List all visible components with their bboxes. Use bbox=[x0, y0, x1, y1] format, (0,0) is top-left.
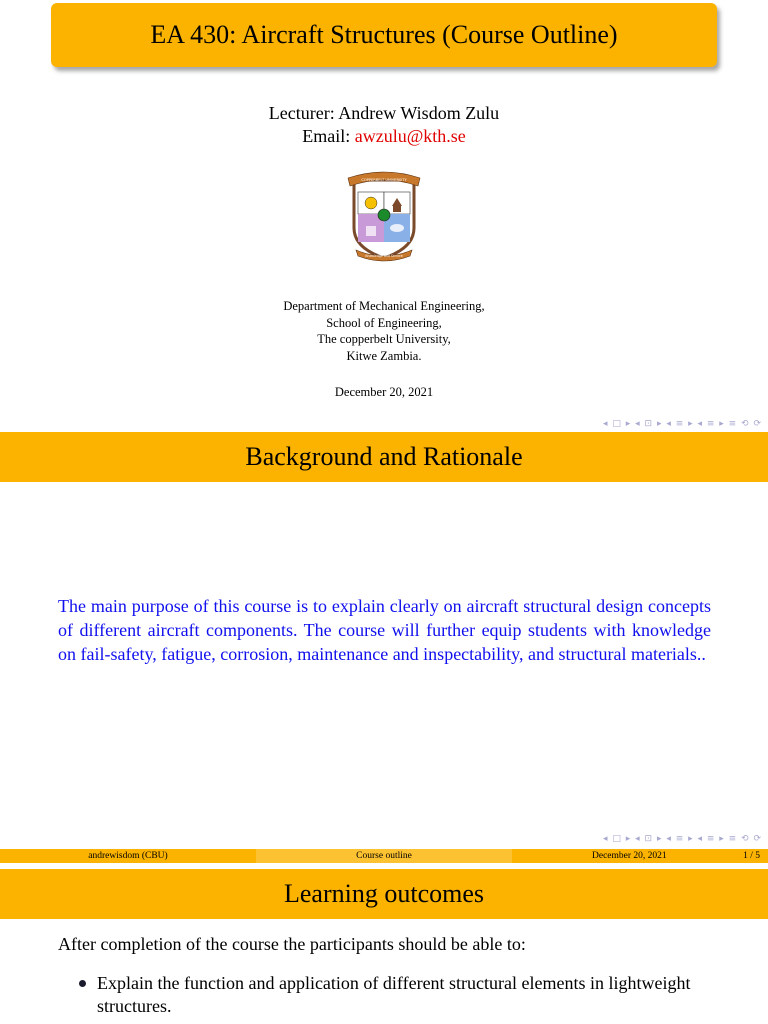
dept-line: Department of Mechanical Engineering, bbox=[283, 299, 485, 313]
email-line bbox=[0, 125, 768, 148]
section-title: Learning outcomes bbox=[284, 879, 484, 908]
outcome-bullet: Explain the function and application of different structural elements in lightweight structures. bbox=[97, 973, 691, 1016]
dept-line: Kitwe Zambia. bbox=[346, 348, 422, 363]
rationale-paragraph: The main purpose of this course is to explain clearly on aircraft structural design concepts of different aircraft components. The course will further equip students with knowledge on fail-safety, fatigue, corrosion, maintenance and inspectability, and structural materials.. bbox=[58, 596, 711, 664]
footer-author: andrewisdom (CBU) bbox=[0, 849, 256, 863]
slide-title-box bbox=[51, 3, 717, 67]
logo-motto-text: Knowledge and Service bbox=[365, 254, 403, 258]
lecturer-block bbox=[0, 102, 768, 148]
footer-right bbox=[512, 849, 768, 863]
department-block bbox=[0, 298, 768, 364]
email-link[interactable]: awzulu@kth.se bbox=[354, 126, 466, 146]
beamer-nav-symbols[interactable]: ◂ □ ▸ ◂ ⊡ ▸ ◂ ≡ ▸ ◂ ≡ ▸ ≡ ⟲ ⟳ bbox=[603, 834, 762, 844]
dept-line: The copperbelt University, bbox=[317, 332, 451, 346]
lecturer-name: Lecturer: Andrew Wisdom Zulu bbox=[268, 103, 500, 123]
university-logo bbox=[342, 168, 426, 264]
footer-page-number: 1 / 5 bbox=[743, 851, 760, 861]
slide-title: EA 430: Aircraft Structures (Course Outline) bbox=[150, 20, 618, 49]
footer-date: December 20, 2021 bbox=[592, 851, 667, 861]
footer-title: Course outline bbox=[256, 849, 512, 863]
beamer-nav-symbols[interactable]: ◂ □ ▸ ◂ ⊡ ▸ ◂ ≡ ▸ ◂ ≡ ▸ ≡ ⟲ ⟳ bbox=[603, 419, 762, 429]
outcomes-intro: After completion of the course the participants should be able to: bbox=[58, 934, 526, 954]
dept-line: School of Engineering, bbox=[326, 315, 442, 330]
slide-date: December 20, 2021 bbox=[334, 385, 434, 399]
email-label: Email: bbox=[302, 126, 351, 146]
bullet-icon bbox=[79, 980, 86, 987]
section-title: Background and Rationale bbox=[245, 442, 523, 471]
section-header-band bbox=[0, 869, 768, 919]
logo-banner-text: COPPERBELT UNIVERSITY bbox=[361, 178, 407, 182]
slide-footer bbox=[0, 849, 768, 863]
section-header-band bbox=[0, 432, 768, 482]
